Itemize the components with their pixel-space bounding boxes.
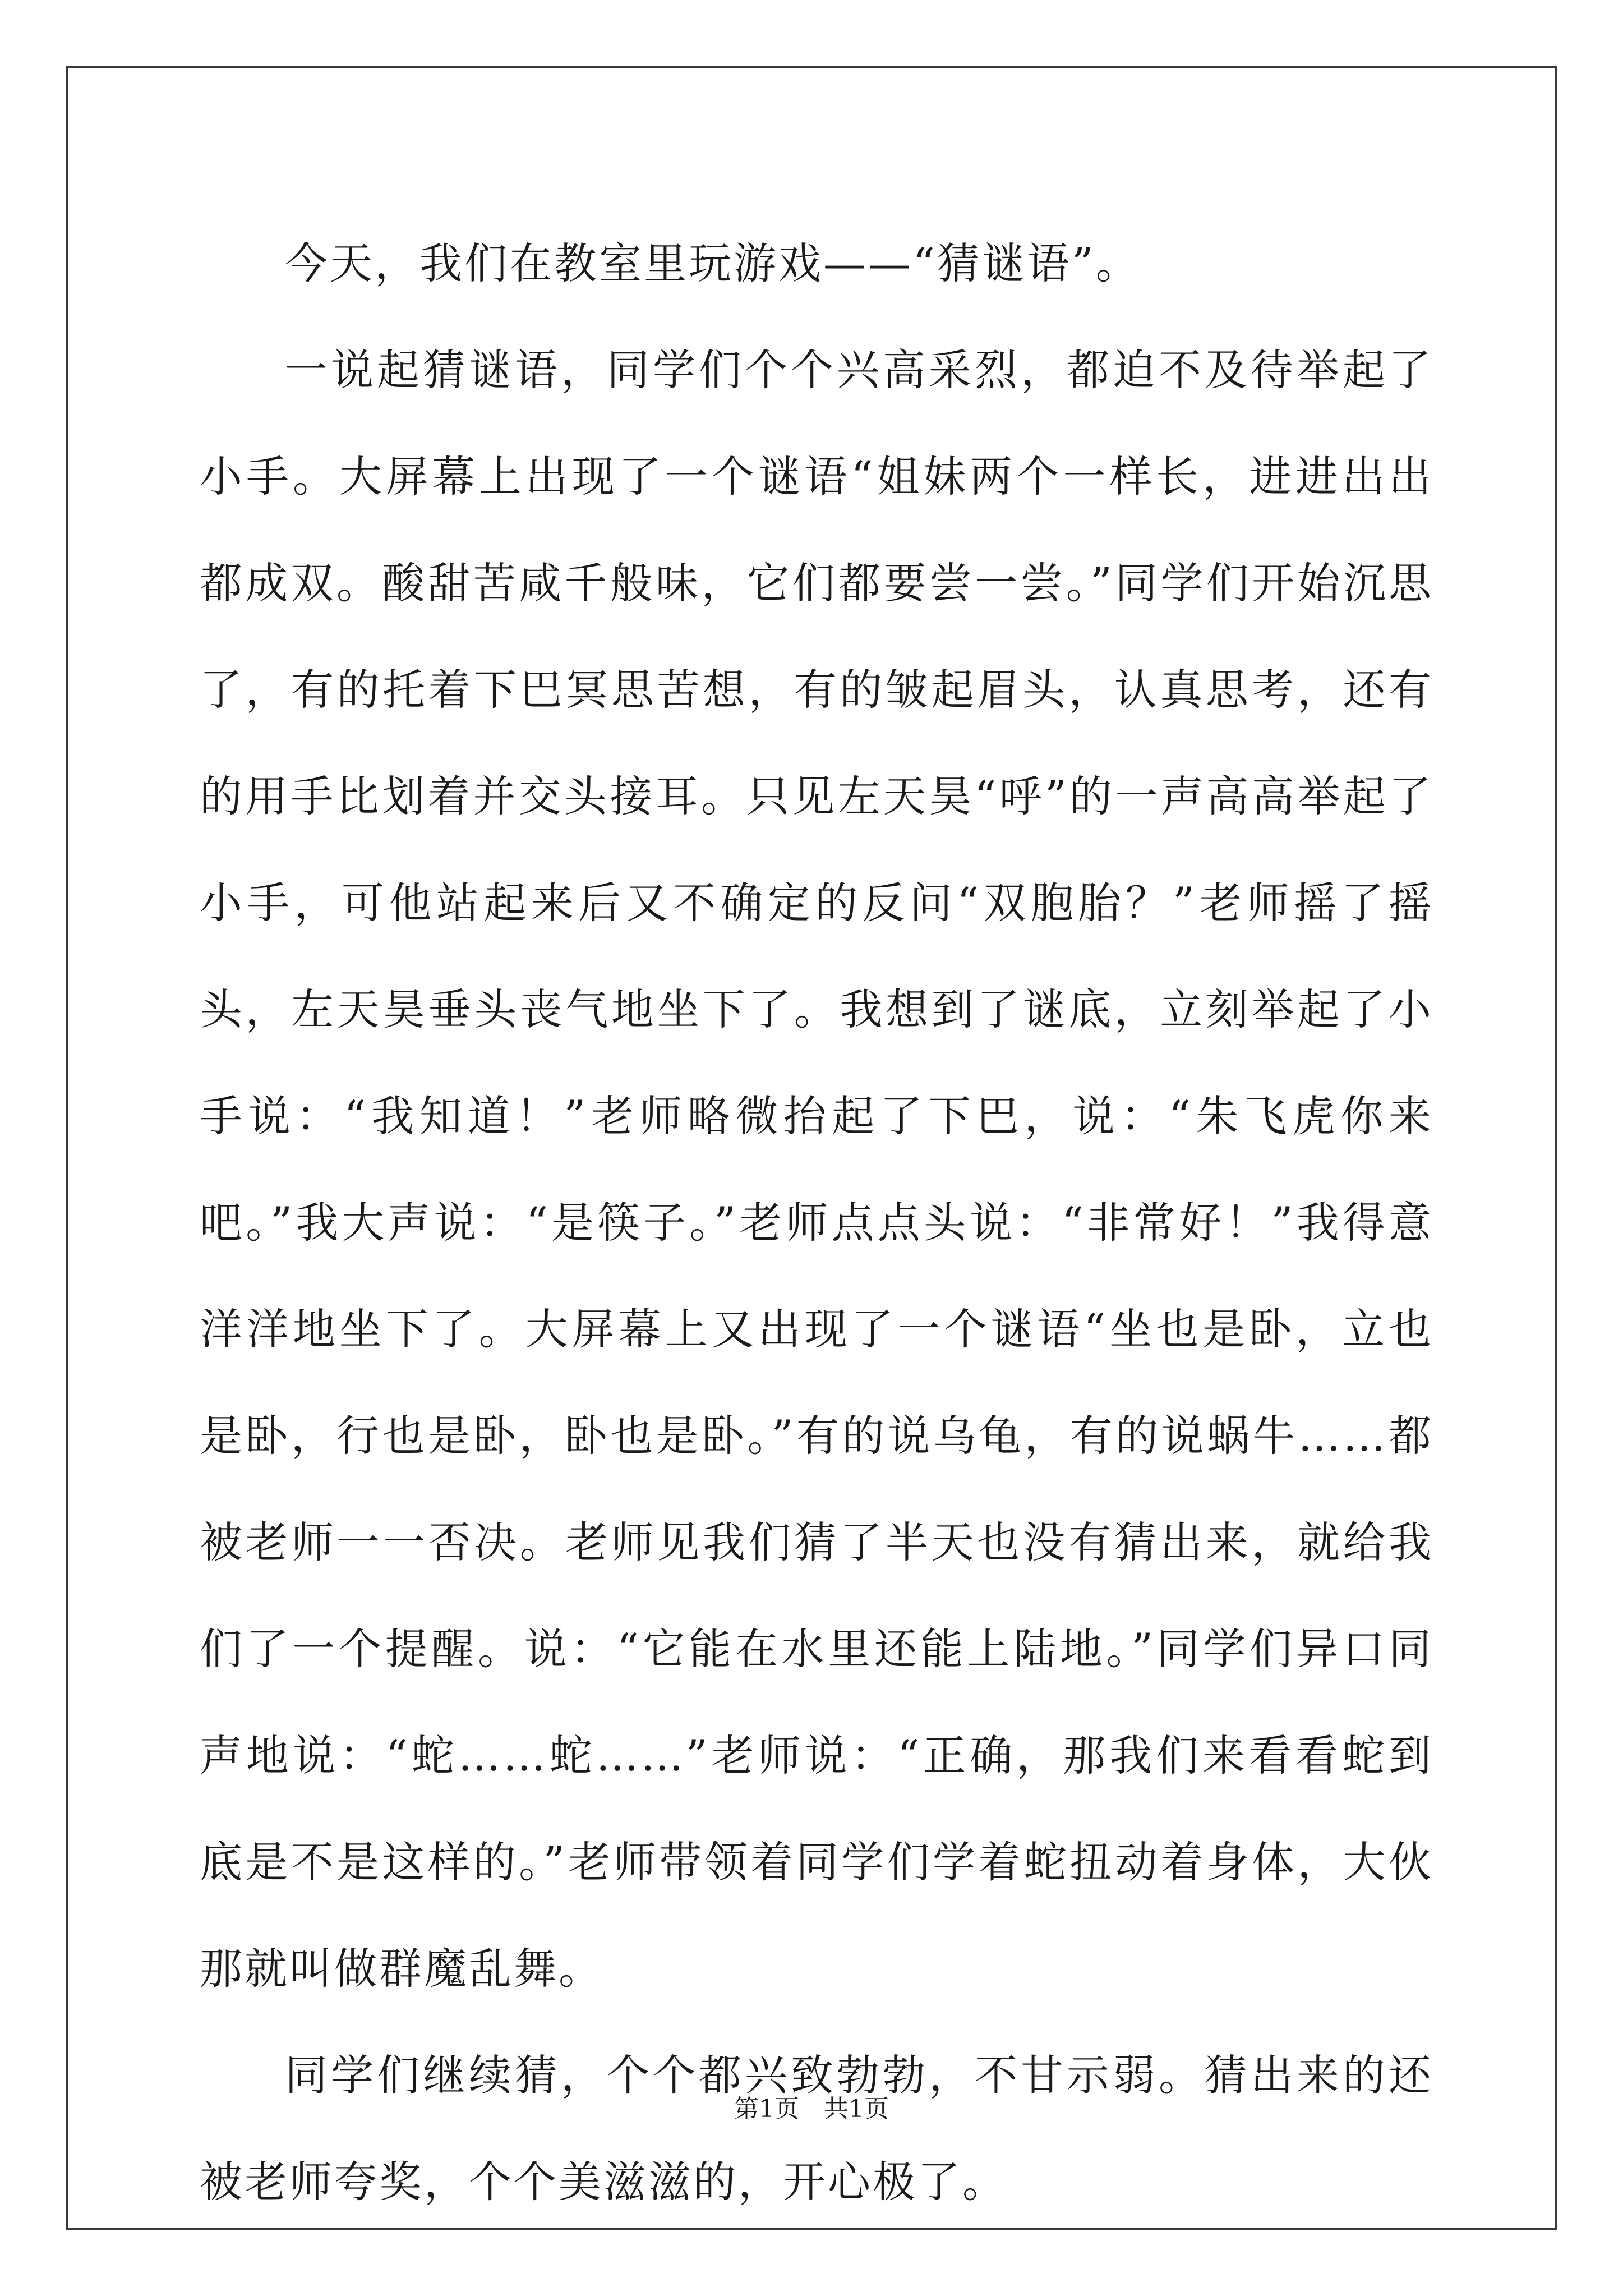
paragraph-main: 一说起猜谜语，同学们个个兴高采烈，都迫不及待举起了小手。大屏幕上出现了一个谜语“姐妹两个一样长，进进出出都成双。酸甜苦咸千般味，它们都要尝一尝。”同学们开始沉思了，有的托着下巴冥思苦想，有的皱起眉头，认真思考，还有的用手比划着并交头接耳。只见左天昊“呼”的一声高高举起了小手，可他站起来后又不确定的反问“双胞胎？”老师摇了摇头，左天昊垂头丧气地坐下了。我想到了谜底，立刻举起了小手说：“我知道！”老师略微抬起了下巴，说：“朱飞虎你来吧。”我大声说：“是筷子。”老师点点头说：“非常好！”我得意洋洋地坐下了。大屏幕上又出现了一个谜语“坐也是卧，立也是卧，行也是卧，卧也是卧。”有的说乌龟，有的说蜗牛……都被老师一一否决。老师见我们猜了半天也没有猜出来，就给我们了一个提醒。说：“它能在水里还能上陆地。”同学们异口同声地说：“蛇……蛇……”老师说：“正确，那我们来看看蛇到底是不是这样的。”老师带领着同学们学着蛇扭动着身体，大伙那就叫做群魔乱舞。 bbox=[200, 345, 1433, 1994]
paragraph-conclusion: 同学们继续猜，个个都兴致勃勃，不甘示弱。猜出来的还被老师夸奖，个个美滋滋的，开心极了。 bbox=[200, 2050, 1433, 2207]
document-body bbox=[200, 210, 1433, 2235]
paragraph-intro: 今天，我们在教室里玩游戏——“猜谜语”。 bbox=[285, 238, 1141, 288]
page-footer: 第1页 共1页 bbox=[734, 2095, 889, 2123]
